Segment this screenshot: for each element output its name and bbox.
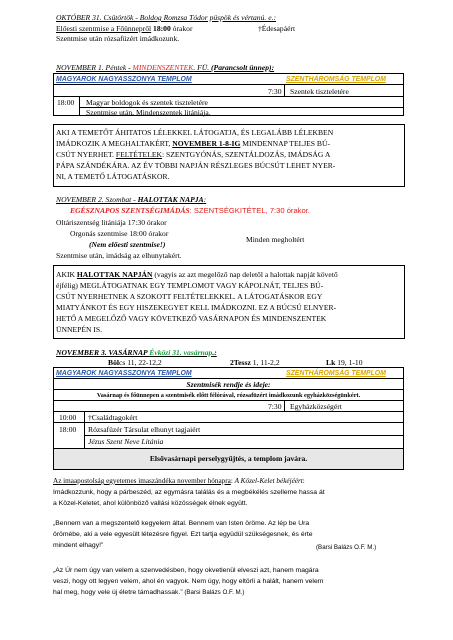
nov2-line2: Orgonás szentmise 18:00 órakor [70,229,169,238]
quote2-line1: „Az Úr nem úgy van velem a szenvedésben, hogy okvetlenül elveszi azt, hanem magára [53,567,319,574]
nov1-col-left: MAGYAROK NAGYASSZONYA TEMPLOM [56,76,192,83]
nov2-line1: Oltáriszentség litániája 17:30 órakor [56,218,167,227]
box2-line3: CSÚT NYERHETNEK A SZOKOTT FELTÉTELEKKEL. A LÁTOGATÁSKOR EGY [56,292,323,301]
nov3-collection: Elsővasárnapi perselygyűjtés, a templom javára. [149,454,308,463]
nov3-r3-text: Rózsafüzér Társulat elhunyt tagjaiért [88,425,201,434]
intention-colon: : [230,477,235,485]
nov1-r1-text: Szentek tiszteletére [290,87,349,96]
oct31-mass-label: Előesti szentmise a Főünnepről [56,24,152,33]
nov1-col-right: SZENTHÁROMSÁG TEMPLOM [286,76,386,83]
box1-line2a: IMÁDKOZIK A MEGHALTAKÉRT, [56,139,173,148]
box1-line1: AKI A TEMETŐT ÁHITATOS LÉLEKKEL LÁTOGATJA, ÉS LEGALÁBB LÉLEKBEN [56,128,334,137]
box2-line1 [56,270,338,279]
nov3-reading-1-book: Böl [108,358,119,367]
nov3-reading-1 [108,358,162,367]
nov2-intention: Minden megholtért [246,235,305,244]
nov3-row-line [84,435,404,436]
box1-conditions: FELTÉTELEK [115,150,162,159]
nov3-reading-1-ref: cs 11, 22-12,2 [118,358,162,367]
nov3-reading-2-ref: 1, 11-2,2 [250,358,280,367]
intention-colon2: : [302,477,305,485]
nov1-row-line [53,96,404,97]
nov3-heading-date: NOVEMBER 3. VASÁRNAP [56,348,150,357]
quote1-line3: mindent elhagy!” [53,542,104,549]
nov2-adoration-title: EGÉSZNAPOS SZENTSÉGIMÁDÁS [70,206,190,215]
nov2-heading-feast: HALOTTAK NAPJA [137,195,204,204]
box1-line2 [56,139,330,148]
nov3-order-title: Szentmisék rendje és ideje: [186,380,271,389]
oct31-mass-unit: órakor [172,24,193,33]
quote2-line3 [53,588,244,597]
nov2-heading [56,195,206,204]
nov3-r2-text: †Családtagokért [88,413,138,422]
nov1-row-line [53,84,404,85]
nov1-heading [56,63,274,72]
nov3-time-divider [84,411,85,448]
intention-title: Az imaapostolság egyetemes imaszándéka november hónapra [53,477,231,485]
intention-line2: Imádkozzunk, hogy a párbeszéd, az egymásra találás és a megbékélés szelleme hassa át [53,489,325,496]
nov3-r1-text: Egyházközségért [290,402,342,411]
oct31-mass-time: 18:00 [153,24,171,33]
nov3-heading-sunday: Évközi 31. vasárnap [149,348,213,357]
nov3-reading-2 [230,358,280,367]
nov1-r3-text: Szentmise után, Mindenszentek litániája. [86,108,211,117]
box2-line6: ÜNNEPÉN IS. [56,325,102,334]
nov3-reading-3-book: Lk [326,358,336,367]
box1-line4: PÁPA SZÁNDÉKÁRA. AZ ÉV TÖBBI NAPJÁN RÉSZLEGES BÚCSÚT LEHET NYER- [56,161,336,170]
nov1-heading-feast: MINDENSZENTEK [132,63,194,72]
intention-subject: A Közel-Kelet békéjéért [234,477,303,485]
nov3-reading-2-book: 2Tessz [230,358,251,367]
nov3-reading-3-ref: 19, 1-10 [335,358,363,367]
quote1-author: (Barsi Balázs O.F. M.) [316,544,377,551]
nov3-r4-text: Jézus Szent Neve Litánia [88,437,164,446]
quote2-line2: veszi, hogy ott legyen velem, ahol én vagyok. Nem úgy, hogy eltörli a halált, hanem velem [53,578,324,585]
nov3-row-line [53,422,404,423]
nov3-rosary-note: Vasárnap és főünnepen a szentmisék előtt félórával, rózsafüzért imádkozunk egyházközségünkért. [96,392,361,399]
quote2-author: (Barsi Balázs O.F. M.) [182,589,245,596]
nov2-heading-date: NOVEMBER 2. Szombat - [56,195,138,204]
nov1-heading-date: NOVEMBER 1. Péntek - [56,63,133,72]
nov3-reading-3 [326,358,363,367]
nov1-heading-note: (Parancsolt ünnep): [211,63,275,72]
nov1-col-divider [284,84,285,96]
nov3-r1-time: 7:30 [268,402,282,411]
nov2-line4: Szentmise után, imádság az elhunytakért. [56,251,182,260]
nov3-heading [56,348,217,357]
box1-line3a: CSÚT NYERHET. [56,150,116,159]
box2-line1c: (vagyis az azt megelőző nap deletől a halottak napját követő [152,270,338,279]
box2-line5: HETŐ A MEGELŐZŐ VAGY KÖVETKEZŐ VASÁRNAPON ÉS MINDENSZENTEK [56,314,327,323]
nov2-heading-colon: : [203,195,207,204]
nov3-row-line [53,389,404,390]
box1-line2c: MINDENNAP TELJES BÚ- [240,139,331,148]
intention-line1 [53,477,305,486]
nov3-row-line [53,400,404,401]
nov1-r2-text: Magyar boldogok és szentek tiszteletére [86,98,208,107]
nov3-r3-time: 18:00 [59,425,77,434]
box2-line1a: AKIK [56,270,77,279]
nov2-adoration-detail: : SZENTSÉGKITÉTEL, 7:30 órakor. [189,206,310,215]
quote1-line2: örömébe, aki a vele egyesült létezésre figyel. Ezt tartja együdül szükségesnek, és érte [53,531,313,538]
nov2-line3: (Nem előesti szentmise!) [89,240,166,249]
nov1-time-divider [79,96,80,116]
quote1-line1: „Bennem van a megszentelő kegyelem által. Bennem van Isten öröme. Az lép be Ura [53,520,310,527]
box2-line2: éjfélig) MEGLÁTOGATNAK EGY TEMPLOMOT VAGY KÁPOLNÁT, TELJES BÚ- [56,281,324,290]
nov1-heading-rest: . FÜ. [193,63,212,72]
oct31-rosary-note: Szentmise után rózsafüzért imádkozunk. [56,34,180,43]
intention-line3: a Közel-Keletet, ahol különböző vallási közösségek élnek együtt. [53,500,248,507]
box1-line5: NI, A TEMETŐ LÁTOGATÁSKOR. [56,172,170,181]
box1-dates: NOVEMBER 1-8-IG [172,139,241,148]
quote2-line3-text: hal meg, hogy vele új életre támadhassak.” [53,589,183,596]
box1-line3 [56,150,330,159]
nov3-row-line [53,411,404,412]
oct31-mass-line [56,24,192,33]
nov3-col-left: MAGYAROK NAGYASSZONYA TEMPLOM [56,370,192,377]
nov3-row-line [53,378,404,379]
nov3-col-divider [284,400,285,411]
oct31-intention: †Édesapáért [258,24,296,33]
nov1-r1-time: 7:30 [268,87,282,96]
nov3-col-right: SZENTHÁROMSÁG TEMPLOM [286,370,386,377]
nov2-adoration [70,206,310,215]
nov3-heading-colon: .: [212,348,217,357]
box2-all-souls: HALOTTAK NAPJÁN [76,270,153,279]
oct31-heading: OKTÓBER 31. Csütörtök - Boldog Romzsa Tódor püspök és vértanú. e.: [56,13,276,22]
nov1-r2-time: 18:00 [57,98,75,107]
box2-line4: MIATYÁNKOT ÉS EGY HISZEKEGYET KELL IMÁDKOZNI. EZ A BÚCSÚ ELNYER- [56,303,337,312]
nov3-r2-time: 10:00 [59,413,77,422]
box1-line3c: : SZENTGYÓNÁS, SZENTÁLDOZÁS, IMÁDSÁG A [161,150,331,159]
